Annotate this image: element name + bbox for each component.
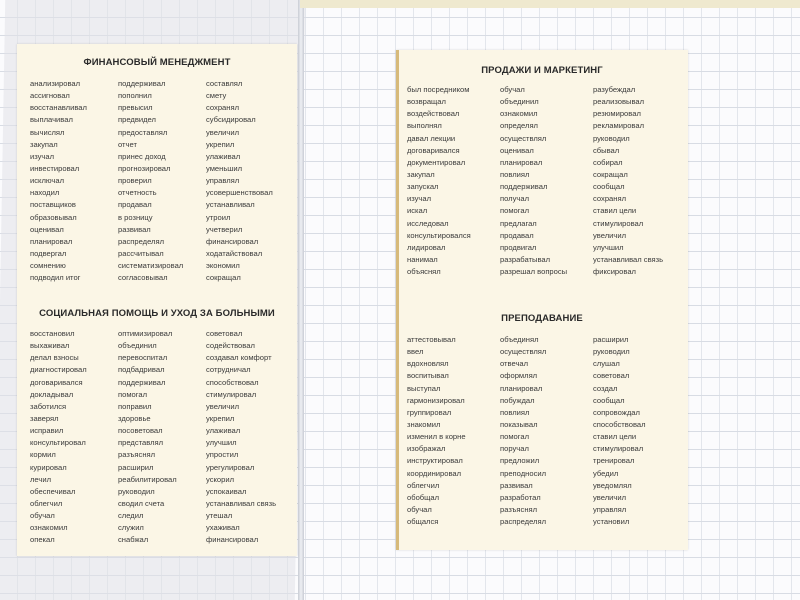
word-item: показывал <box>500 419 538 429</box>
word-item: фиксировал <box>593 267 636 277</box>
word-item: улучшил <box>206 438 237 448</box>
word-item: закупал <box>30 139 58 149</box>
word-item: собирал <box>593 157 623 167</box>
word-item: находил <box>30 188 60 198</box>
word-item: уменьшил <box>206 163 243 173</box>
word-item: ассигновал <box>30 91 70 101</box>
word-item: экономил <box>206 261 240 271</box>
word-item: успокаивал <box>206 486 247 496</box>
word-item: облегчил <box>30 498 63 508</box>
word-item: договаривался <box>30 377 83 387</box>
word-item: упростил <box>206 450 239 460</box>
teaching-col-1 <box>407 334 466 528</box>
word-item: улаживал <box>206 151 241 161</box>
word-item: составлял <box>206 79 243 88</box>
word-item: отчетность <box>118 188 157 198</box>
word-item: разъяснял <box>500 504 538 514</box>
word-item: руководил <box>118 486 155 496</box>
word-item: нанимал <box>407 254 438 264</box>
word-item: облегчил <box>407 480 440 490</box>
word-item: рассчитывал <box>118 248 164 258</box>
word-item: оптимизировал <box>118 329 173 338</box>
word-item: осуществлял <box>500 347 547 357</box>
word-item: финансировал <box>206 236 259 246</box>
word-item: повлиял <box>500 407 530 417</box>
word-item: лечил <box>30 474 52 484</box>
word-item: ввел <box>407 347 424 357</box>
word-item: разубеждал <box>593 85 636 94</box>
word-item: объединил <box>500 97 539 107</box>
word-item: руководил <box>593 347 630 357</box>
word-item: согласовывал <box>118 273 168 283</box>
word-item: реабилитировал <box>118 474 177 484</box>
word-item: закупал <box>407 169 435 179</box>
social-title: СОЦИАЛЬНАЯ ПОМОЩЬ И УХОД ЗА БОЛЬНЫМИ <box>39 308 275 319</box>
word-item: исследовал <box>407 218 449 228</box>
word-item: сводил счета <box>118 498 165 508</box>
word-item: анализировал <box>30 79 81 88</box>
word-item: стимулировал <box>593 444 644 454</box>
sales-col-3 <box>593 84 663 278</box>
word-item: заверял <box>30 413 59 423</box>
word-item: развивал <box>118 224 151 234</box>
finance-col-3 <box>206 78 273 284</box>
word-item: планировал <box>30 236 73 246</box>
right-page-sheet <box>396 50 688 550</box>
word-item: сопровождал <box>593 407 640 417</box>
word-item: инструктировал <box>407 456 463 466</box>
word-item: советовал <box>206 329 243 338</box>
word-item: ходатайствовал <box>206 248 263 258</box>
word-item: служил <box>118 523 144 533</box>
word-item: знакомил <box>407 419 441 429</box>
word-item: документировал <box>407 157 466 167</box>
word-item: сохранял <box>593 194 627 204</box>
word-item: сбывал <box>593 145 620 155</box>
word-item: сообщал <box>593 395 625 405</box>
word-item: способствовал <box>593 419 646 429</box>
word-item: стимулировал <box>593 218 644 228</box>
social-col-3 <box>206 328 276 547</box>
word-item: консультировал <box>30 438 86 448</box>
word-item: сомнению <box>30 261 66 271</box>
word-item: гармонизировал <box>407 395 465 405</box>
word-item: воспитывал <box>407 371 449 381</box>
word-item: улаживал <box>206 426 241 436</box>
word-item: советовал <box>593 371 630 381</box>
word-item: поставщиков <box>30 200 76 210</box>
word-item: обучал <box>500 85 525 94</box>
word-item: побуждал <box>500 395 535 405</box>
word-item: определял <box>500 121 538 131</box>
word-item: воздействовал <box>407 109 460 119</box>
sales-col-1 <box>407 84 471 278</box>
word-item: предоставлял <box>118 127 168 137</box>
word-item: посоветовал <box>118 426 163 436</box>
teaching-col-3 <box>593 334 646 528</box>
word-item: вычислял <box>30 127 65 137</box>
word-item: поручал <box>500 444 529 454</box>
word-item: координировал <box>407 468 462 478</box>
word-item: проверил <box>118 176 152 186</box>
word-item: уведомлял <box>593 480 632 490</box>
word-item: распределял <box>118 236 165 246</box>
word-item: увеличил <box>593 492 627 502</box>
word-item: снабжал <box>118 535 149 545</box>
word-item: изменил в корне <box>407 432 466 442</box>
word-item: восстанавливал <box>30 103 87 113</box>
word-item: объединял <box>500 335 539 344</box>
word-item: оценивал <box>500 145 534 155</box>
word-item: объединил <box>118 341 157 351</box>
word-item: здоровье <box>118 413 151 423</box>
teaching-title: ПРЕПОДАВАНИЕ <box>501 313 583 324</box>
word-item: ускорил <box>206 474 235 484</box>
word-item: разъяснял <box>118 450 156 460</box>
word-item: руководил <box>593 133 630 143</box>
word-item: оформлял <box>500 371 538 381</box>
word-item: делал взносы <box>30 353 79 363</box>
word-item: продавал <box>500 230 534 240</box>
word-item: сообщал <box>593 182 625 192</box>
word-item: усовершенствовал <box>206 188 273 198</box>
word-item: обеспечивал <box>30 486 76 496</box>
word-item: поддерживал <box>500 182 548 192</box>
word-item: разрешал вопросы <box>500 267 568 277</box>
sales-title: ПРОДАЖИ И МАРКЕТИНГ <box>481 65 603 76</box>
word-item: способствовал <box>206 377 259 387</box>
word-item: создавал комфорт <box>206 353 272 363</box>
word-item: утешал <box>206 511 233 521</box>
word-item: предвидел <box>118 115 156 125</box>
word-item: получал <box>500 194 530 204</box>
word-item: был посредником <box>407 85 470 94</box>
word-item: планировал <box>500 157 543 167</box>
word-item: сотрудничал <box>206 365 251 375</box>
sales-col-2 <box>500 84 567 278</box>
word-item: инвестировал <box>30 163 80 173</box>
word-item: обучал <box>407 504 432 514</box>
word-item: рекламировал <box>593 121 645 131</box>
word-item: поправил <box>118 401 152 411</box>
word-item: преподносил <box>500 468 547 478</box>
word-item: перевоспитал <box>118 353 168 363</box>
word-item: слушал <box>593 359 620 369</box>
word-item: смету <box>206 91 227 101</box>
word-item: обучал <box>30 511 55 521</box>
word-item: объяснял <box>407 267 441 277</box>
word-item: резюмировал <box>593 109 641 119</box>
word-item: представлял <box>118 438 164 448</box>
word-item: группировал <box>407 407 452 417</box>
left-page-sheet <box>17 44 297 556</box>
word-item: восстановил <box>30 329 75 338</box>
word-item: аттестовывал <box>407 335 456 344</box>
word-item: разработал <box>500 492 541 502</box>
word-item: создал <box>593 383 618 393</box>
word-item: сокращал <box>206 273 241 283</box>
word-item: следил <box>118 511 144 521</box>
word-item: предлагал <box>500 218 537 228</box>
word-item: искал <box>407 206 428 216</box>
word-item: помогал <box>500 432 530 442</box>
word-item: управлял <box>593 504 627 514</box>
word-item: выплачивал <box>30 115 73 125</box>
word-item: финансировал <box>206 535 259 545</box>
word-item: кормил <box>30 450 56 460</box>
word-item: стимулировал <box>206 389 257 399</box>
word-item: увеличил <box>206 401 240 411</box>
word-item: опекал <box>30 535 55 545</box>
word-item: изображал <box>407 444 446 454</box>
word-item: продвигал <box>500 242 537 252</box>
word-item: утроил <box>206 212 231 222</box>
word-item: предложил <box>500 456 540 466</box>
word-item: планировал <box>500 383 543 393</box>
word-item: отчет <box>118 139 137 149</box>
word-item: субсидировал <box>206 115 256 125</box>
word-item: запускал <box>407 182 439 192</box>
word-item: докладывал <box>30 389 74 399</box>
word-item: возвращал <box>407 97 446 107</box>
word-item: подводил итог <box>30 273 81 283</box>
word-item: устанавливал связь <box>206 498 277 508</box>
word-item: увеличил <box>593 230 627 240</box>
word-item: курировал <box>30 462 67 472</box>
word-item: ознакомил <box>500 109 538 119</box>
word-item: давал лекции <box>407 133 456 143</box>
word-item: укрепил <box>206 413 235 423</box>
notebook-spine <box>298 0 304 600</box>
word-item: образовывал <box>30 212 77 222</box>
word-item: консультировался <box>407 230 471 240</box>
word-item: оценивал <box>30 224 64 234</box>
word-item: систематизировал <box>118 261 184 271</box>
word-item: укрепил <box>206 139 235 149</box>
word-item: исключал <box>30 176 65 186</box>
top-strip <box>300 0 800 8</box>
word-item: помогал <box>118 389 148 399</box>
page-accent-border <box>396 50 399 550</box>
word-item: расширил <box>118 462 154 472</box>
word-item: установил <box>593 517 630 527</box>
word-item: в розницу <box>118 212 153 222</box>
word-item: договаривался <box>407 145 460 155</box>
word-item: ознакомил <box>30 523 68 533</box>
word-item: пополнил <box>118 91 152 101</box>
word-item: устанавливал связь <box>593 254 664 264</box>
word-item: сохранял <box>206 103 240 113</box>
word-item: отвечал <box>500 359 529 369</box>
word-item: осуществлял <box>500 133 547 143</box>
word-item: изучал <box>407 194 432 204</box>
word-item: выполнял <box>407 121 442 131</box>
word-item: вдохновлял <box>407 359 449 369</box>
teaching-col-2 <box>500 334 546 528</box>
word-item: ставил цели <box>593 432 637 442</box>
word-item: поддерживал <box>118 79 166 88</box>
word-item: увеличил <box>206 127 240 137</box>
word-item: принес доход <box>118 151 166 161</box>
word-item: диагностировал <box>30 365 87 375</box>
word-item: убедил <box>593 468 619 478</box>
social-col-2 <box>118 328 177 547</box>
word-item: общался <box>407 517 439 527</box>
word-item: лидировал <box>407 242 446 252</box>
finance-col-1 <box>30 78 87 284</box>
word-item: улучшил <box>593 242 624 252</box>
word-item: выхаживал <box>30 341 70 351</box>
word-item: устанавливал <box>206 200 255 210</box>
finance-title: ФИНАНСОВЫЙ МЕНЕДЖМЕНТ <box>83 57 231 68</box>
word-item: расширил <box>593 335 629 344</box>
word-item: сокращал <box>593 169 628 179</box>
word-item: исправил <box>30 426 64 436</box>
word-item: обобщал <box>407 492 440 502</box>
word-item: распределял <box>500 517 547 527</box>
word-item: учетверил <box>206 224 243 234</box>
word-item: поддерживал <box>118 377 166 387</box>
finance-col-2 <box>118 78 183 284</box>
word-item: прогнозировал <box>118 163 171 173</box>
word-item: повлиял <box>500 169 530 179</box>
word-item: выступал <box>407 383 441 393</box>
word-item: урегулировал <box>206 462 255 472</box>
word-item: ухаживал <box>206 523 240 533</box>
word-item: помогал <box>500 206 530 216</box>
word-item: управлял <box>206 176 240 186</box>
word-item: развивал <box>500 480 533 490</box>
word-item: разрабатывал <box>500 254 551 264</box>
word-item: подбадривал <box>118 365 165 375</box>
word-item: продавал <box>118 200 152 210</box>
word-item: заботился <box>30 401 67 411</box>
social-col-1 <box>30 328 87 547</box>
word-item: изучал <box>30 151 55 161</box>
word-item: реализовывал <box>593 97 645 107</box>
word-item: подвергал <box>30 248 67 258</box>
word-item: содействовал <box>206 341 255 351</box>
word-item: тренировал <box>593 456 635 466</box>
word-item: ставил цели <box>593 206 637 216</box>
word-item: превысил <box>118 103 153 113</box>
